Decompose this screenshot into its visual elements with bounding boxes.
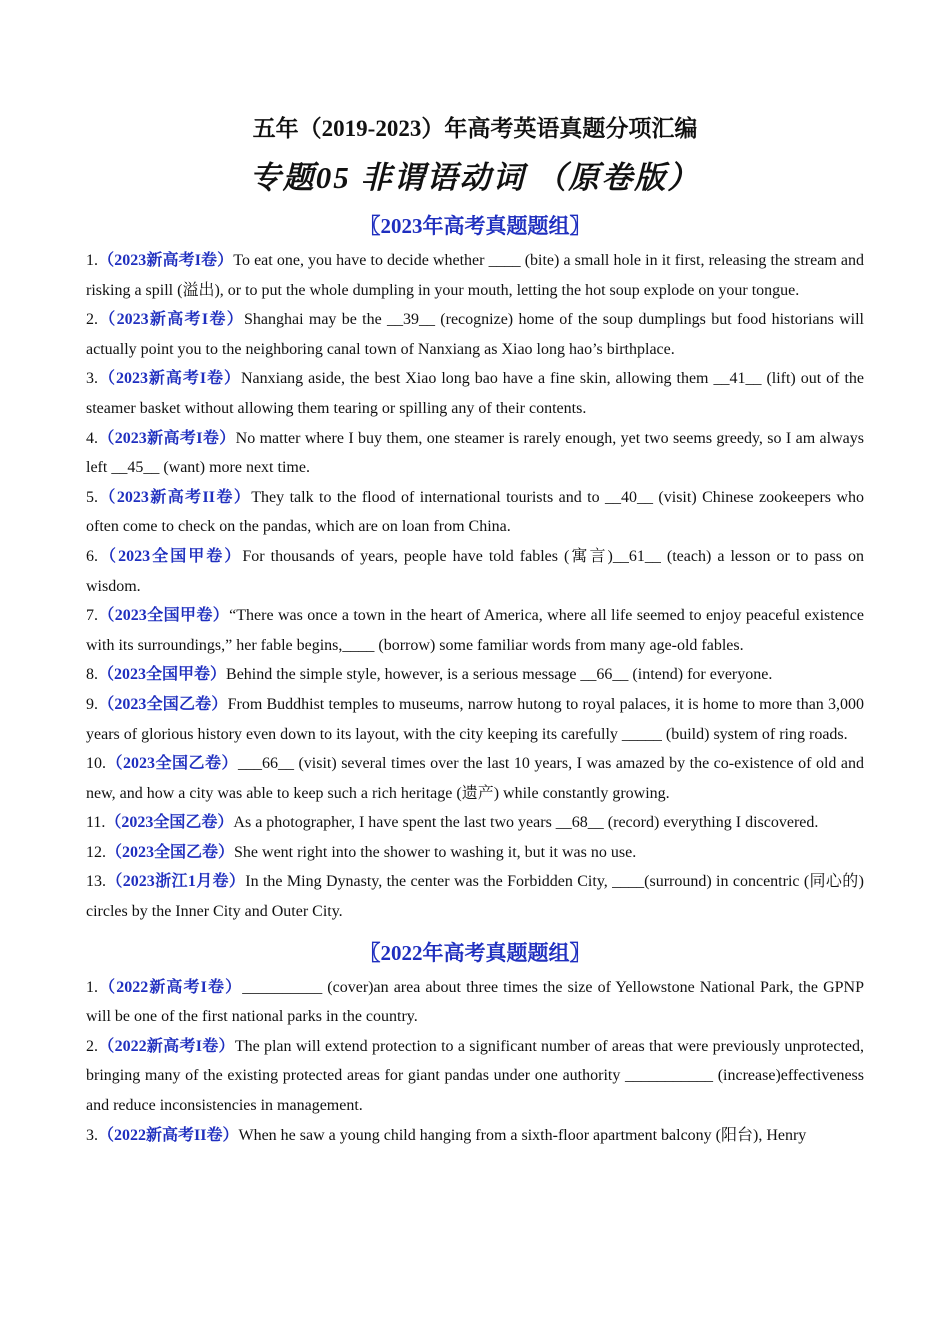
- question-number: 1.: [86, 978, 98, 996]
- question-item: [86, 1032, 864, 1121]
- question-item: [86, 424, 864, 483]
- question-source: （2023全国乙卷）: [98, 695, 228, 713]
- question-number: 1.: [86, 252, 98, 269]
- question-source: （2023新高考I卷）: [98, 370, 241, 388]
- question-item: [86, 660, 864, 690]
- question-text: To eat one, you have to decide whether ____ (bite) a small hole in it first, releasing the stream and risking a spill (溢出), or to put the whole dumpling in your mouth, letting the hot soup explode on your tongue.: [86, 252, 864, 299]
- question-list-2022: [86, 973, 864, 1151]
- question-number: 2.: [86, 311, 98, 329]
- question-item: [86, 690, 864, 749]
- section-heading-2023: 〖2023年高考真题题组〗: [359, 214, 591, 238]
- question-number: 13.: [86, 873, 106, 891]
- section-heading-2022: 〖2022年高考真题题组〗: [359, 940, 591, 965]
- question-source: （2022新高考I卷）: [98, 1037, 235, 1055]
- question-number: 9.: [86, 695, 98, 713]
- question-item: [86, 973, 864, 1032]
- question-item: [86, 246, 864, 305]
- section-2023: [86, 210, 864, 927]
- question-number: 3.: [86, 1126, 98, 1144]
- question-text: “There was once a town in the heart of America, where all life seemed to enjoy peaceful existence with its surroundings,” her fable begins,____ (borrow) some familiar words from many age-old fables.: [86, 607, 864, 654]
- page-subtitle: 专题05 非谓语动词 （原卷版）: [249, 160, 701, 195]
- question-source: （2023全国乙卷）: [105, 814, 234, 832]
- question-source: （2023新高考I卷）: [98, 311, 245, 329]
- question-item: [86, 838, 864, 868]
- question-number: 8.: [86, 666, 98, 684]
- question-text: No matter where I buy them, one steamer is rarely enough, yet two seems greedy, so I am always left __45__ (want) more next time.: [86, 429, 864, 477]
- question-number: 7.: [86, 607, 98, 625]
- question-text: ___66__ (visit) several times over the last 10 years, I was amazed by the co-existence of old and new, and how a city was able to keep such a rich heritage (遗产) while constantly growing.: [86, 755, 864, 802]
- question-text: __________ (cover)an area about three times the size of Yellowstone National Park, the GPNP will be one of the first national parks in the country.: [86, 978, 864, 1026]
- question-item: [86, 364, 864, 423]
- question-source: （2023全国甲卷）: [98, 547, 243, 565]
- question-text: As a photographer, I have spent the last two years __68__ (record) everything I discovered.: [233, 814, 819, 832]
- question-text: Shanghai may be the __39__ (recognize) home of the soup dumplings but food historians will actually point you to the neighboring canal town of Nanxiang as Xiao long hao’s birthplace.: [86, 311, 865, 358]
- question-text: They talk to the flood of international tourists and to __40__ (visit) Chinese zookeepers who often come to check on the pandas, which are on loan from China.: [86, 488, 864, 536]
- question-number: 11.: [86, 814, 106, 832]
- question-source: （2023新高考I卷）: [98, 429, 236, 447]
- question-source: （2023新高考II卷）: [98, 488, 252, 506]
- question-item: [86, 601, 864, 660]
- question-item: [86, 749, 864, 808]
- question-number: 10.: [86, 755, 106, 773]
- question-list-2023: [86, 246, 864, 927]
- question-number: 5.: [86, 488, 98, 506]
- question-item: [86, 483, 864, 542]
- question-number: 6.: [86, 547, 98, 565]
- question-item: [86, 808, 864, 838]
- question-number: 2.: [86, 1037, 98, 1055]
- document-page: [86, 112, 864, 1150]
- question-source: （2023浙江1月卷）: [106, 873, 246, 891]
- question-item: [86, 867, 864, 926]
- question-source: （2022新高考II卷）: [98, 1126, 239, 1144]
- section-2022: [86, 937, 864, 1151]
- question-number: 12.: [86, 843, 106, 861]
- question-source: （2023全国甲卷）: [98, 607, 230, 625]
- question-item: [86, 542, 864, 601]
- question-item: [86, 1121, 864, 1151]
- question-source: （2022新高考I卷）: [98, 978, 243, 996]
- question-text: For thousands of years, people have told fables (寓言)__61__ (teach) a lesson or to pass on wisdom.: [86, 547, 864, 595]
- question-number: 3.: [86, 370, 98, 388]
- question-text: The plan will extend protection to a significant number of areas that were previously unprotected, bringing many of the existing protected areas for giant pandas under one authority ___________ (increase)effectiveness and reduce inconsistencies in management.: [86, 1037, 864, 1115]
- question-source: （2023全国乙卷）: [106, 755, 238, 773]
- question-number: 4.: [86, 429, 98, 447]
- question-source: （2023新高考I卷）: [98, 252, 234, 269]
- question-text: From Buddhist temples to museums, narrow hutong to royal palaces, it is home to more than 3,000 years of glorious history even down to its layout, with the city keeping its carefully _____ (build) system of ring roads.: [86, 695, 864, 743]
- question-source: （2023全国甲卷）: [98, 666, 227, 684]
- question-source: （2023全国乙卷）: [106, 843, 235, 861]
- page-title: 五年（2019-2023）年高考英语真题分项汇编: [252, 116, 698, 141]
- question-text: When he saw a young child hanging from a sixth-floor apartment balcony (阳台), Henry: [238, 1126, 807, 1144]
- question-text: Behind the simple style, however, is a serious message __66__ (intend) for everyone.: [226, 666, 773, 684]
- question-text: She went right into the shower to washing it, but it was no use.: [234, 843, 637, 861]
- question-text: Nanxiang aside, the best Xiao long bao have a fine skin, allowing them __41__ (lift) out of the steamer basket without allowing them tearing or spilling any of their contents.: [86, 370, 864, 417]
- question-text: In the Ming Dynasty, the center was the Forbidden City, ____(surround) in concentric (同心的) circles by the Inner City and Outer City.: [86, 873, 864, 921]
- question-item: [86, 305, 864, 364]
